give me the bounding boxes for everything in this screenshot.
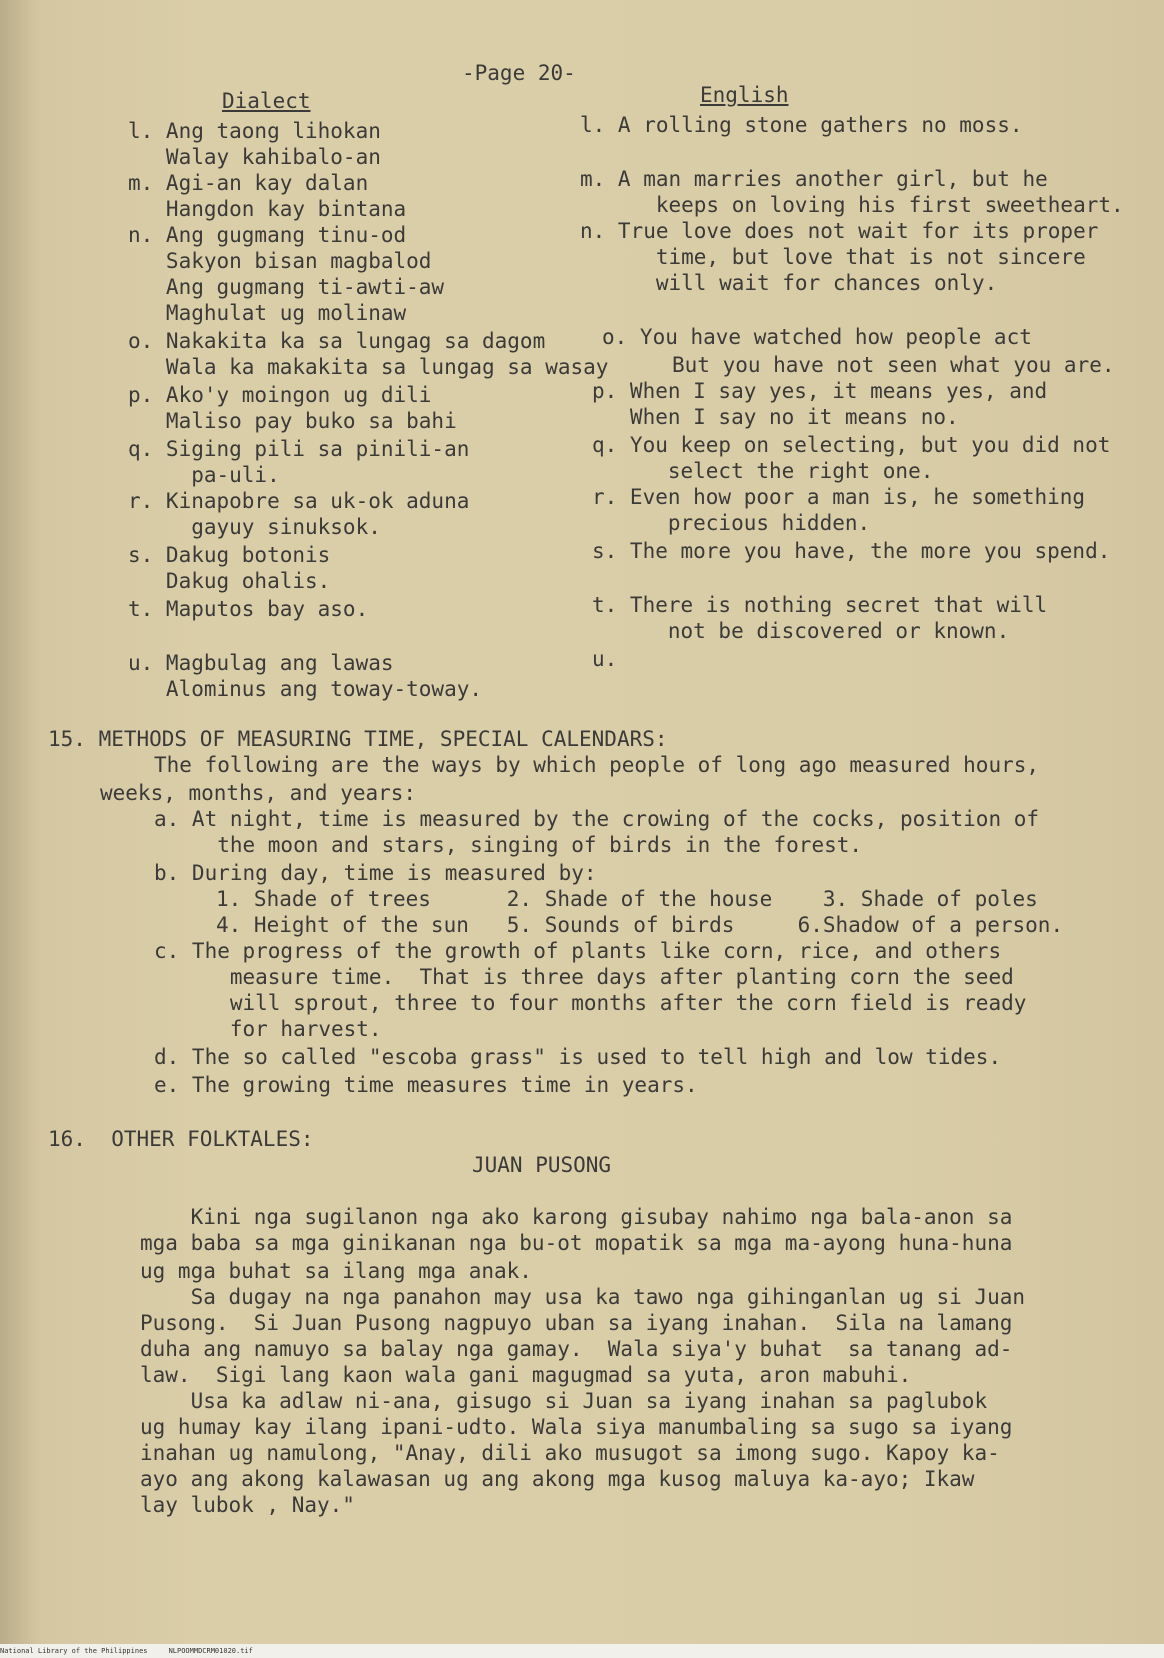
folktale-line: duha ang namuyo sa balay nga gamay. Wala siya'y buhat sa tanang ad- — [140, 1337, 1013, 1361]
dialect-line: Sakyon bisan magbalod — [128, 249, 432, 273]
folktale-line: Sa dugay na nga panahon may usa ka tawo nga gihinganlan ug si Juan — [140, 1285, 1026, 1309]
dialect-line: p. Ako'y moingon ug dili — [128, 383, 432, 407]
section-15-heading: 15. METHODS OF MEASURING TIME, SPECIAL CALENDARS: — [48, 727, 668, 751]
english-line: u. — [592, 647, 618, 671]
section-15-line: will sprout, three to four months after the corn field is ready — [154, 991, 1027, 1015]
dialect-line: Alominus ang toway-toway. — [128, 677, 483, 701]
scan-footer: National Library of the Philippines NLPOOMMDCRM01020.tif — [0, 1644, 1164, 1658]
dialect-line: m. Agi-an kay dalan — [128, 171, 369, 195]
dialect-line: Dakug ohalis. — [128, 569, 331, 593]
folktale-line: mga baba sa mga ginikanan nga bu-ot mopatik sa mga ma-ayong huna-huna — [140, 1231, 1013, 1255]
dialect-line: Maghulat ug molinaw — [128, 301, 407, 325]
english-line: When I say no it means no. — [592, 405, 959, 429]
dialect-line: pa-uli. — [128, 463, 280, 487]
english-line: select the right one. — [592, 459, 934, 483]
section-15-line: c. The progress of the growth of plants like corn, rice, and others — [154, 939, 1002, 963]
folktale-line: ug humay kay ilang ipani-udto. Wala siya manumbaling sa sugo sa iyang — [140, 1415, 1013, 1439]
english-line: s. The more you have, the more you spend. — [592, 539, 1111, 563]
dialect-line: Hangdon kay bintana — [128, 197, 407, 221]
section-15-line: 1. Shade of trees 2. Shade of the house 3. Shade of poles — [216, 887, 1038, 911]
english-line: m. A man marries another girl, but he — [580, 167, 1048, 191]
dialect-line: Maliso pay buko sa bahi — [128, 409, 457, 433]
dialect-line: Ang gugmang ti-awti-aw — [128, 275, 445, 299]
english-column-header: English — [700, 83, 789, 107]
english-line: precious hidden. — [592, 511, 871, 535]
folktale-line: ayo ang akong kalawasan ug ang akong mga kusog maluya ka-ayo; Ikaw — [140, 1467, 975, 1491]
dialect-line: Walay kahibalo-an — [128, 145, 381, 169]
dialect-line: gayuy sinuksok. — [128, 515, 381, 539]
section-15-line: d. The so called "escoba grass" is used to tell high and low tides. — [154, 1045, 1002, 1069]
dialect-column-header: Dialect — [222, 89, 311, 113]
dialect-line: Wala ka makakita sa lungag sa wasay — [128, 355, 609, 379]
folktale-line: inahan ug namulong, "Anay, dili ako musugot sa imong sugo. Kapoy ka- — [140, 1441, 1000, 1465]
english-line: r. Even how poor a man is, he something — [592, 485, 1086, 509]
folktale-line: Usa ka adlaw ni-ana, gisugo si Juan sa iyang inahan sa paglubok — [140, 1389, 988, 1413]
folktale-title: JUAN PUSONG — [472, 1153, 612, 1177]
dialect-line: q. Siging pili sa pinili-an — [128, 437, 470, 461]
section-15-line: The following are the ways by which people of long ago measured hours, — [154, 753, 1040, 777]
english-line: But you have not seen what you are. — [672, 353, 1115, 377]
section-15-line: a. At night, time is measured by the crowing of the cocks, position of — [154, 807, 1040, 831]
dialect-line: o. Nakakita ka sa lungag sa dagom — [128, 329, 546, 353]
section-15-line: measure time. That is three days after planting corn the seed — [154, 965, 1014, 989]
english-line: not be discovered or known. — [592, 619, 1010, 643]
section-15-line: 4. Height of the sun 5. Sounds of birds 6.Shadow of a person. — [216, 913, 1064, 937]
dialect-line: l. Ang taong lihokan — [128, 119, 381, 143]
section-15-line: b. During day, time is measured by: — [154, 861, 597, 885]
section-16-heading: 16. OTHER FOLKTALES: — [48, 1127, 314, 1151]
folktale-line: law. Sigi lang kaon wala gani magugmad sa yuta, aron mabuhi. — [140, 1363, 912, 1387]
english-line: q. You keep on selecting, but you did not — [592, 433, 1111, 457]
dialect-line: u. Magbulag ang lawas — [128, 651, 394, 675]
folktale-line: Kini nga sugilanon nga ako karong gisubay nahimo nga bala-anon sa — [140, 1205, 1013, 1229]
english-line: o. You have watched how people act — [602, 325, 1032, 349]
english-line: keeps on loving his first sweetheart. — [580, 193, 1124, 217]
english-line: t. There is nothing secret that will — [592, 593, 1048, 617]
english-line: will wait for chances only. — [580, 271, 998, 295]
dialect-line: r. Kinapobre sa uk-ok aduna — [128, 489, 470, 513]
folktale-line: lay lubok , Nay." — [140, 1493, 355, 1517]
folktale-line: ug mga buhat sa ilang mga anak. — [140, 1259, 532, 1283]
dialect-line: s. Dakug botonis — [128, 543, 331, 567]
folktale-line: Pusong. Si Juan Pusong nagpuyo uban sa iyang inahan. Sila na lamang — [140, 1311, 1013, 1335]
section-15-line: the moon and stars, singing of birds in the forest. — [154, 833, 863, 857]
page-number: -Page 20- — [462, 61, 576, 85]
english-line: n. True love does not wait for its proper — [580, 219, 1099, 243]
dialect-line: n. Ang gugmang tinu-od — [128, 223, 407, 247]
section-15-line: for harvest. — [154, 1017, 382, 1041]
section-15-line: e. The growing time measures time in years. — [154, 1073, 698, 1097]
dialect-line: t. Maputos bay aso. — [128, 597, 369, 621]
section-15-line: weeks, months, and years: — [100, 781, 417, 805]
english-line: time, but love that is not sincere — [580, 245, 1086, 269]
english-line: p. When I say yes, it means yes, and — [592, 379, 1048, 403]
english-line: l. A rolling stone gathers no moss. — [580, 113, 1023, 137]
